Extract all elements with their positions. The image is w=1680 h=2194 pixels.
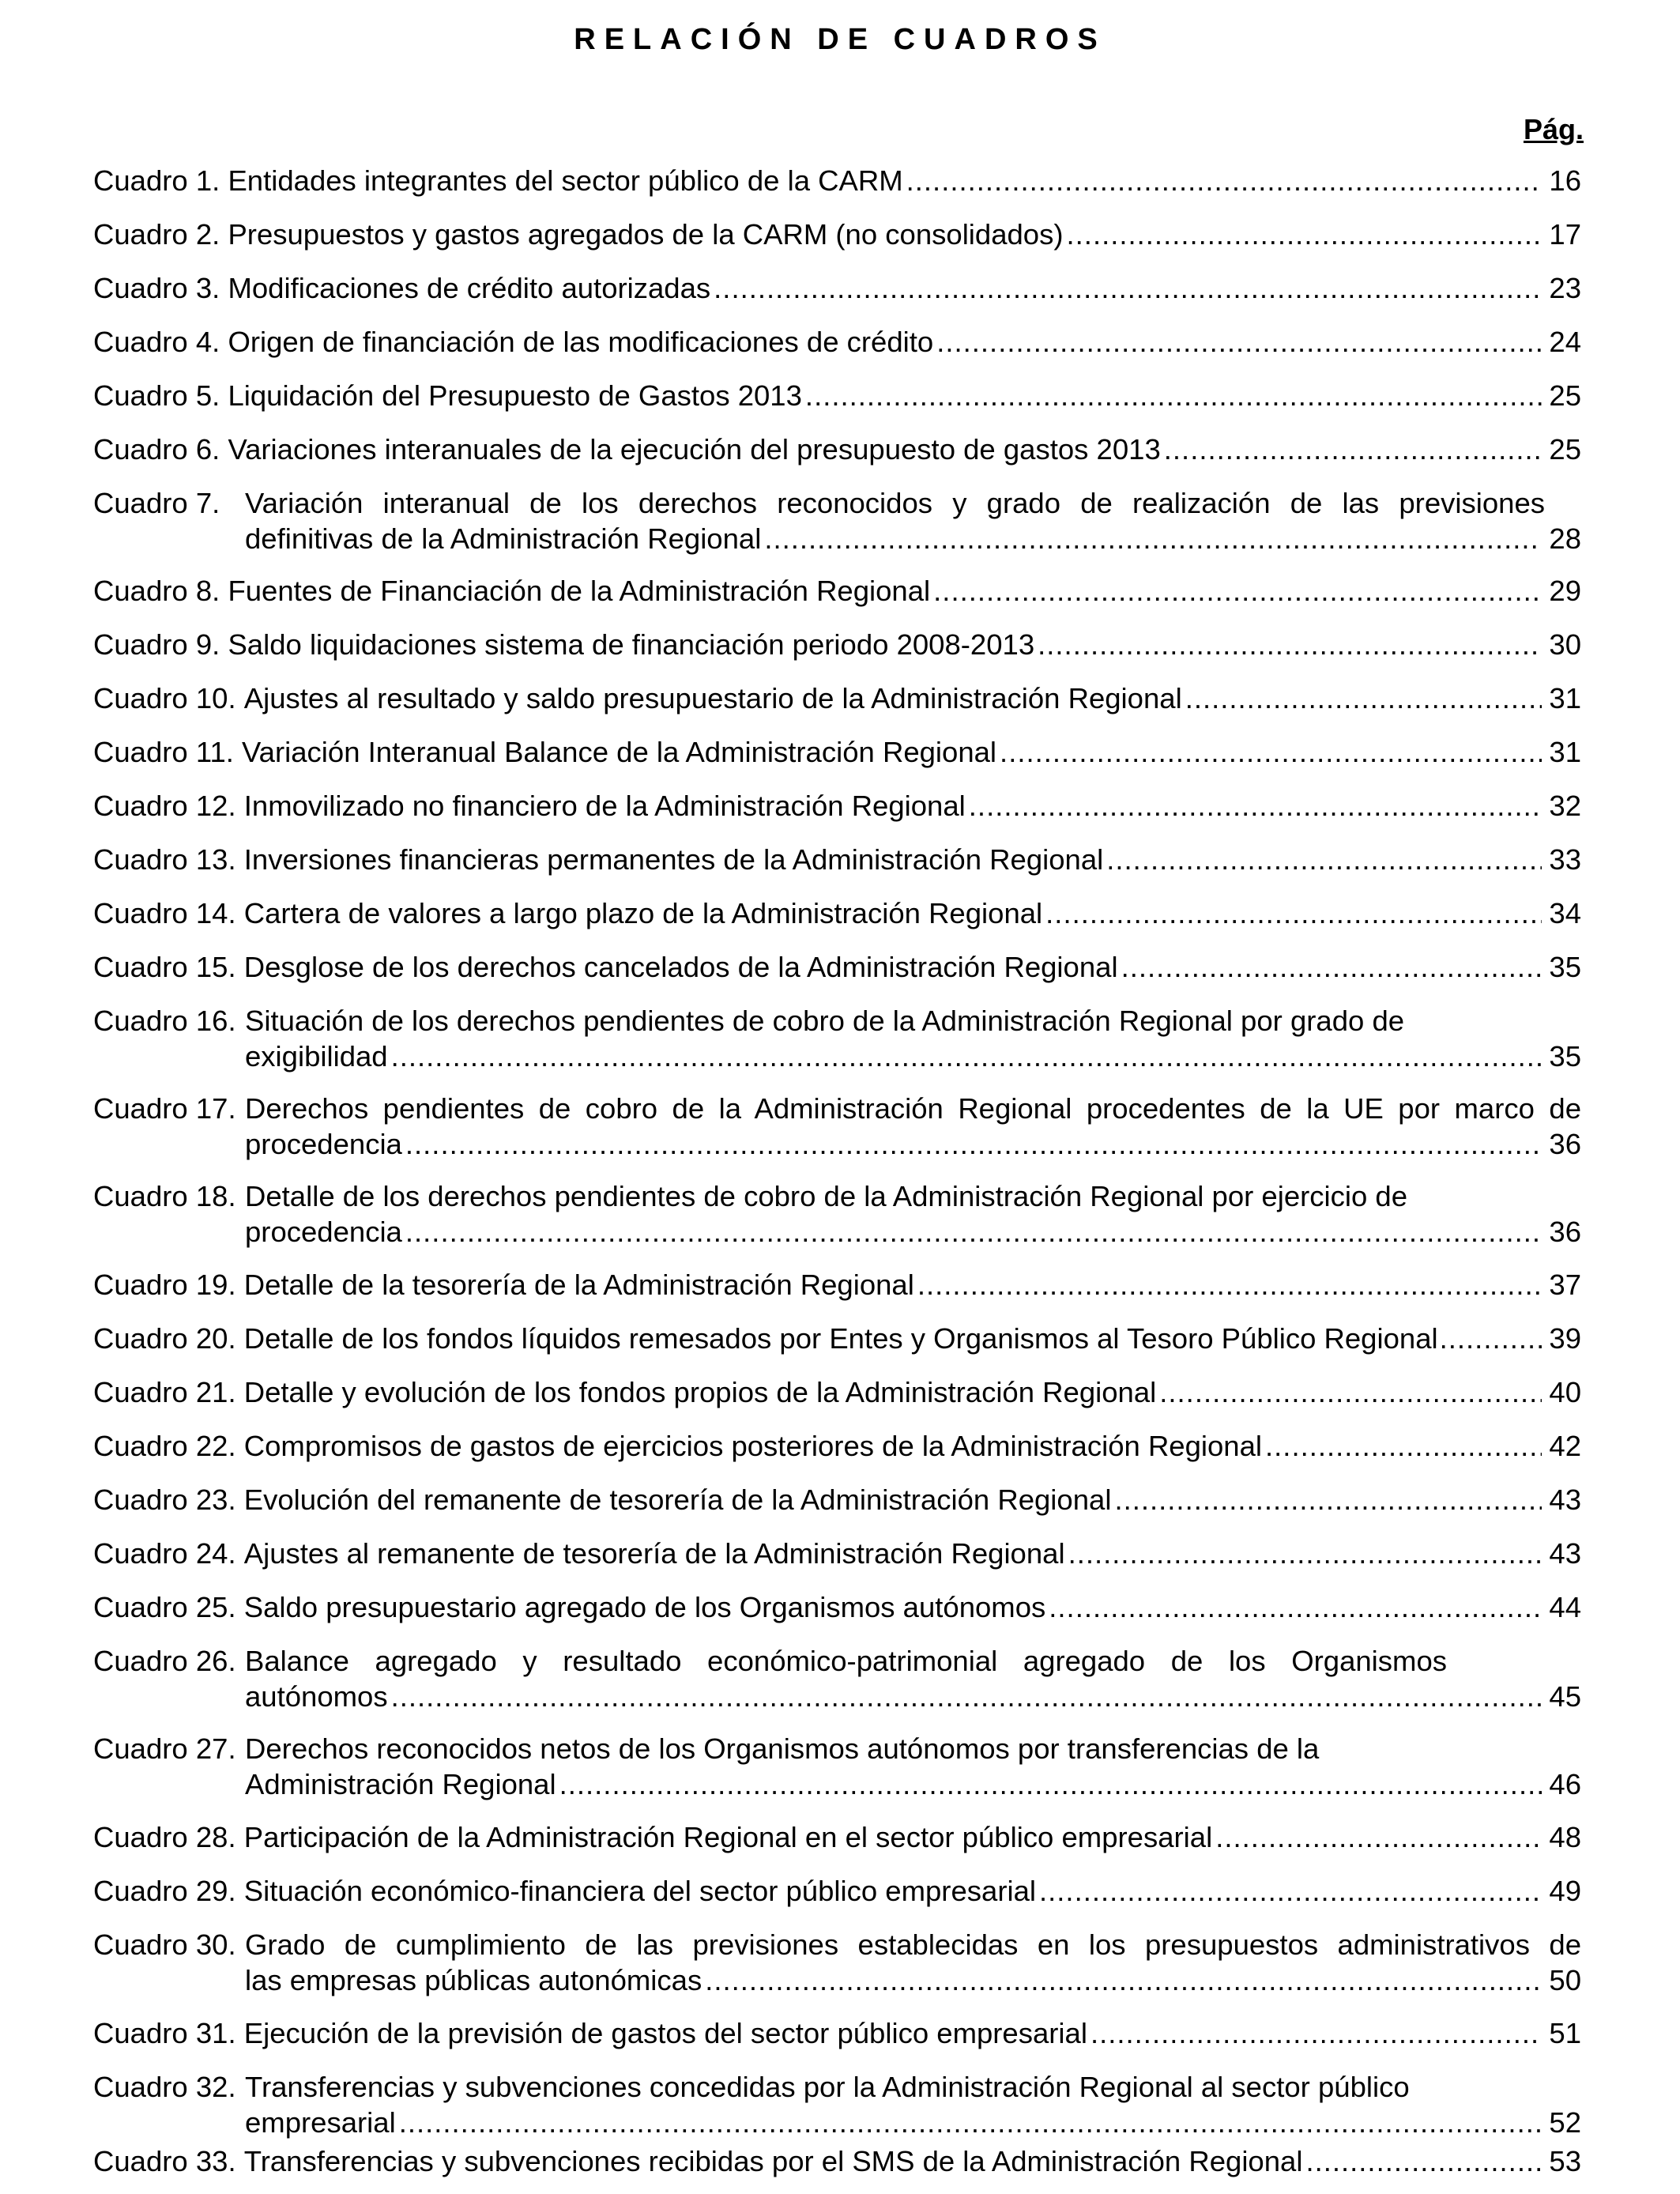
entry-page-number: 51 [1549,2017,1581,2049]
entry-title: Detalle de la tesorería de la Administración Regional [243,1269,914,1301]
dot-leader [1038,627,1542,662]
entry-page-number: 46 [1549,1768,1581,1800]
entry-title: Fuentes de Financiación de la Administración Regional [228,575,931,607]
entry-page-number: 31 [1549,682,1581,714]
entry-label: Cuadro 23. [93,1483,236,1516]
toc-entry[interactable] [93,1643,1581,1714]
dot-leader [969,788,1542,824]
entry-title: Variaciones interanuales de la ejecución del presupuesto de gastos 2013 [228,433,1161,466]
entry-title: Detalle y evolución de los fondos propios de la Administración Regional [243,1376,1157,1408]
entry-page-number: 35 [1549,951,1581,983]
entry-title: Variación interanual de los derechos reconocidos y grado de realización de las previsiones [245,487,1545,519]
entry-page-number: 53 [1549,2145,1581,2177]
toc-entry[interactable] [93,627,1581,662]
entry-page-number: 31 [1549,736,1581,768]
dot-leader [391,1039,1542,1074]
entry-label: Cuadro 18. [93,1180,236,1212]
entry-label: Cuadro 33. [93,2145,236,2177]
page-column-header: Pág. [1523,113,1584,145]
entry-title: Inversiones financieras permanentes de la Administración Regional [243,843,1104,876]
entry-page-number: 42 [1549,1430,1581,1462]
dot-leader [1000,734,1542,770]
entry-page-number: 29 [1549,575,1581,607]
dot-leader [917,1267,1542,1302]
entry-label: Cuadro 5. [93,379,220,412]
dot-leader [906,163,1542,198]
entry-title-continued: exigibilidad [245,1040,388,1072]
entry-page-number: 23 [1549,272,1581,304]
entry-page-number: 34 [1549,897,1581,929]
dot-leader [1090,2015,1542,2051]
dot-leader [1045,895,1542,931]
entry-label: Cuadro 26. [93,1645,236,1677]
entry-title: Saldo presupuestario agregado de los Organismos autónomos [243,1591,1046,1623]
toc-entry[interactable] [93,842,1581,877]
entry-label: Cuadro 15. [93,951,236,983]
entry-title: Detalle de los fondos líquidos remesados por Entes y Organismos al Tesoro Público Regional [243,1322,1438,1355]
entry-title: Evolución del remanente de tesorería de la Administración Regional [243,1483,1112,1516]
entry-title: Saldo liquidaciones sistema de financiación periodo 2008-2013 [228,628,1035,661]
toc-entry[interactable] [93,1873,1581,1909]
entry-title: Inmovilizado no financiero de la Administración Regional [243,790,966,822]
entry-title: Derechos pendientes de cobro de la Administración Regional procedentes de la UE por marco de [245,1092,1581,1125]
toc-entry[interactable] [93,1536,1581,1571]
entry-title-continued: procedencia [245,1216,402,1248]
toc-entry[interactable] [93,949,1581,985]
entry-page-number: 17 [1549,218,1581,251]
entry-label: Cuadro 29. [93,1875,236,1907]
entry-label: Cuadro 30. [93,1928,236,1961]
entry-title: Entidades integrantes del sector público de la CARM [228,164,903,197]
dot-leader [1159,1374,1542,1410]
toc-entry[interactable] [93,378,1581,413]
toc-entry[interactable] [93,788,1581,824]
dot-leader [391,1679,1542,1714]
dot-leader [1185,680,1542,716]
entry-page-number: 39 [1549,1322,1581,1355]
toc-entry[interactable] [93,1589,1581,1625]
entry-title: Balance agregado y resultado económico-patrimonial agregado de los Organismos [245,1645,1447,1677]
dot-leader [936,324,1542,360]
toc-entry[interactable] [93,1267,1581,1302]
dot-leader [559,1766,1542,1802]
entry-label: Cuadro 28. [93,1821,236,1853]
entry-title: Ajustes al remanente de tesorería de la Administración Regional [243,1537,1065,1570]
dot-leader [764,521,1542,556]
toc-entry[interactable] [93,1482,1581,1517]
entry-label: Cuadro 25. [93,1591,236,1623]
entry-page-number: 36 [1549,1128,1581,1160]
toc-entry[interactable] [93,270,1581,306]
dot-leader [405,1126,1542,1162]
dot-leader [1049,1589,1542,1625]
toc-entry[interactable] [93,895,1581,931]
entry-label: Cuadro 13. [93,843,236,876]
page-title: RELACIÓN DE CUADROS [574,23,1106,56]
entry-title: Cartera de valores a largo plazo de la Administración Regional [243,897,1043,929]
dot-leader [714,270,1542,306]
entry-page-number: 44 [1549,1591,1581,1623]
entry-title-continued: empresarial [245,2106,396,2139]
entry-label: Cuadro 22. [93,1430,236,1462]
entry-label: Cuadro 10. [93,682,236,714]
dot-leader [805,378,1542,413]
entry-page-number: 49 [1549,1875,1581,1907]
dot-leader [405,1214,1542,1250]
entry-title: Ajustes al resultado y saldo presupuestario de la Administración Regional [243,682,1182,714]
toc-entry[interactable] [93,573,1581,609]
entry-label: Cuadro 2. [93,218,220,251]
entry-title: Situación económico-financiera del sector público empresarial [243,1875,1036,1907]
toc-entry[interactable] [93,1321,1581,1356]
toc-entry[interactable] [93,2015,1581,2051]
dot-leader [1067,217,1542,252]
entry-label: Cuadro 3. [93,272,220,304]
entry-title: Presupuestos y gastos agregados de la CARM (no consolidados) [228,218,1064,251]
entry-title: Variación Interanual Balance de la Administración Regional [242,736,997,768]
entry-label: Cuadro 11. [93,736,234,768]
toc-entry[interactable] [93,485,1581,556]
entry-title-continued: las empresas públicas autonómicas [245,1964,703,1996]
entry-title: Ejecución de la previsión de gastos del sector público empresarial [243,2017,1087,2049]
toc-entry[interactable] [93,1091,1581,1162]
dot-leader [1305,2143,1542,2179]
entry-label: Cuadro 21. [93,1376,236,1408]
entry-title: Origen de financiación de las modificaciones de crédito [228,326,934,358]
entry-page-number: 32 [1549,790,1581,822]
entry-title-continued: procedencia [245,1128,402,1160]
entry-label: Cuadro 17. [93,1092,236,1125]
toc-entry[interactable] [93,680,1581,716]
entry-page-number: 48 [1549,1821,1581,1853]
toc-entry[interactable] [93,1927,1581,1998]
entry-page-number: 43 [1549,1537,1581,1570]
toc-entry[interactable] [93,1178,1581,1250]
entry-page-number: 52 [1549,2106,1581,2139]
entry-title: Transferencias y subvenciones recibidas por el SMS de la Administración Regional [243,2145,1303,2177]
dot-leader [1164,432,1542,467]
entry-label: Cuadro 16. [93,1005,236,1037]
entry-label: Cuadro 32. [93,2071,236,2103]
toc-entry[interactable] [93,324,1581,360]
toc-entry[interactable] [93,1428,1581,1464]
entry-page-number: 36 [1549,1216,1581,1248]
entry-page-number: 24 [1549,326,1581,358]
entry-label: Cuadro 20. [93,1322,236,1355]
entry-page-number: 28 [1549,522,1581,555]
entry-title: Derechos reconocidos netos de los Organismos autónomos por transferencias de la [245,1732,1320,1765]
entry-label: Cuadro 19. [93,1269,236,1301]
entry-title: Liquidación del Presupuesto de Gastos 2013 [228,379,802,412]
entry-label: Cuadro 27. [93,1732,236,1765]
toc-entry[interactable] [93,2069,1581,2140]
dot-leader [933,573,1542,609]
entry-page-number: 35 [1549,1040,1581,1072]
entry-label: Cuadro 6. [93,433,220,466]
entry-title: Compromisos de gastos de ejercicios posteriores de la Administración Regional [243,1430,1263,1462]
entry-page-number: 30 [1549,628,1581,661]
entry-title: Situación de los derechos pendientes de cobro de la Administración Regional por grado de [245,1005,1405,1037]
entry-page-number: 45 [1549,1680,1581,1713]
entry-title-continued: Administración Regional [245,1768,556,1800]
entry-title-continued: autónomos [245,1680,388,1713]
dot-leader [1215,1819,1542,1855]
entry-page-number: 33 [1549,843,1581,876]
entry-title-continued: definitivas de la Administración Regional [245,522,762,555]
entry-label: Cuadro 1. [93,164,220,197]
dot-leader [1068,1536,1542,1571]
entry-page-number: 25 [1549,379,1581,412]
entry-label: Cuadro 24. [93,1537,236,1570]
dot-leader [1440,1321,1543,1356]
entry-label: Cuadro 7. [93,487,220,519]
entry-label: Cuadro 14. [93,897,236,929]
toc-entry[interactable] [93,1731,1581,1802]
entry-title: Detalle de los derechos pendientes de cobro de la Administración Regional por ejercicio de [245,1180,1408,1212]
dot-leader [1039,1873,1542,1909]
toc-entry[interactable] [93,734,1581,770]
entry-page-number: 43 [1549,1483,1581,1516]
entry-label: Cuadro 4. [93,326,220,358]
toc-entry[interactable] [93,163,1581,198]
entry-title: Transferencias y subvenciones concedidas por la Administración Regional al sector público [245,2071,1410,2103]
dot-leader [1121,949,1542,985]
toc-entry[interactable] [93,2143,1581,2179]
entry-title: Desglose de los derechos cancelados de la Administración Regional [243,951,1118,983]
entry-label: Cuadro 9. [93,628,220,661]
entry-title: Participación de la Administración Regional en el sector público empresarial [243,1821,1213,1853]
toc-entry[interactable] [93,1003,1581,1074]
entry-page-number: 16 [1549,164,1581,197]
dot-leader [1265,1428,1542,1464]
entry-title: Grado de cumplimiento de las previsiones establecidas en los presupuestos administrativos de [245,1928,1581,1961]
entry-page-number: 25 [1549,433,1581,466]
entry-page-number: 40 [1549,1376,1581,1408]
entry-label: Cuadro 12. [93,790,236,822]
dot-leader [1106,842,1542,877]
toc-entry[interactable] [93,432,1581,467]
entry-page-number: 50 [1549,1964,1581,1996]
entry-page-number: 37 [1549,1269,1581,1301]
dot-leader [705,1962,1542,1998]
dot-leader [1114,1482,1542,1517]
toc-entry[interactable] [93,1819,1581,1855]
toc-entry[interactable] [93,217,1581,252]
entry-label: Cuadro 31. [93,2017,236,2049]
toc-entry[interactable] [93,1374,1581,1410]
entry-title: Modificaciones de crédito autorizadas [228,272,711,304]
dot-leader [399,2105,1542,2140]
entry-label: Cuadro 8. [93,575,220,607]
